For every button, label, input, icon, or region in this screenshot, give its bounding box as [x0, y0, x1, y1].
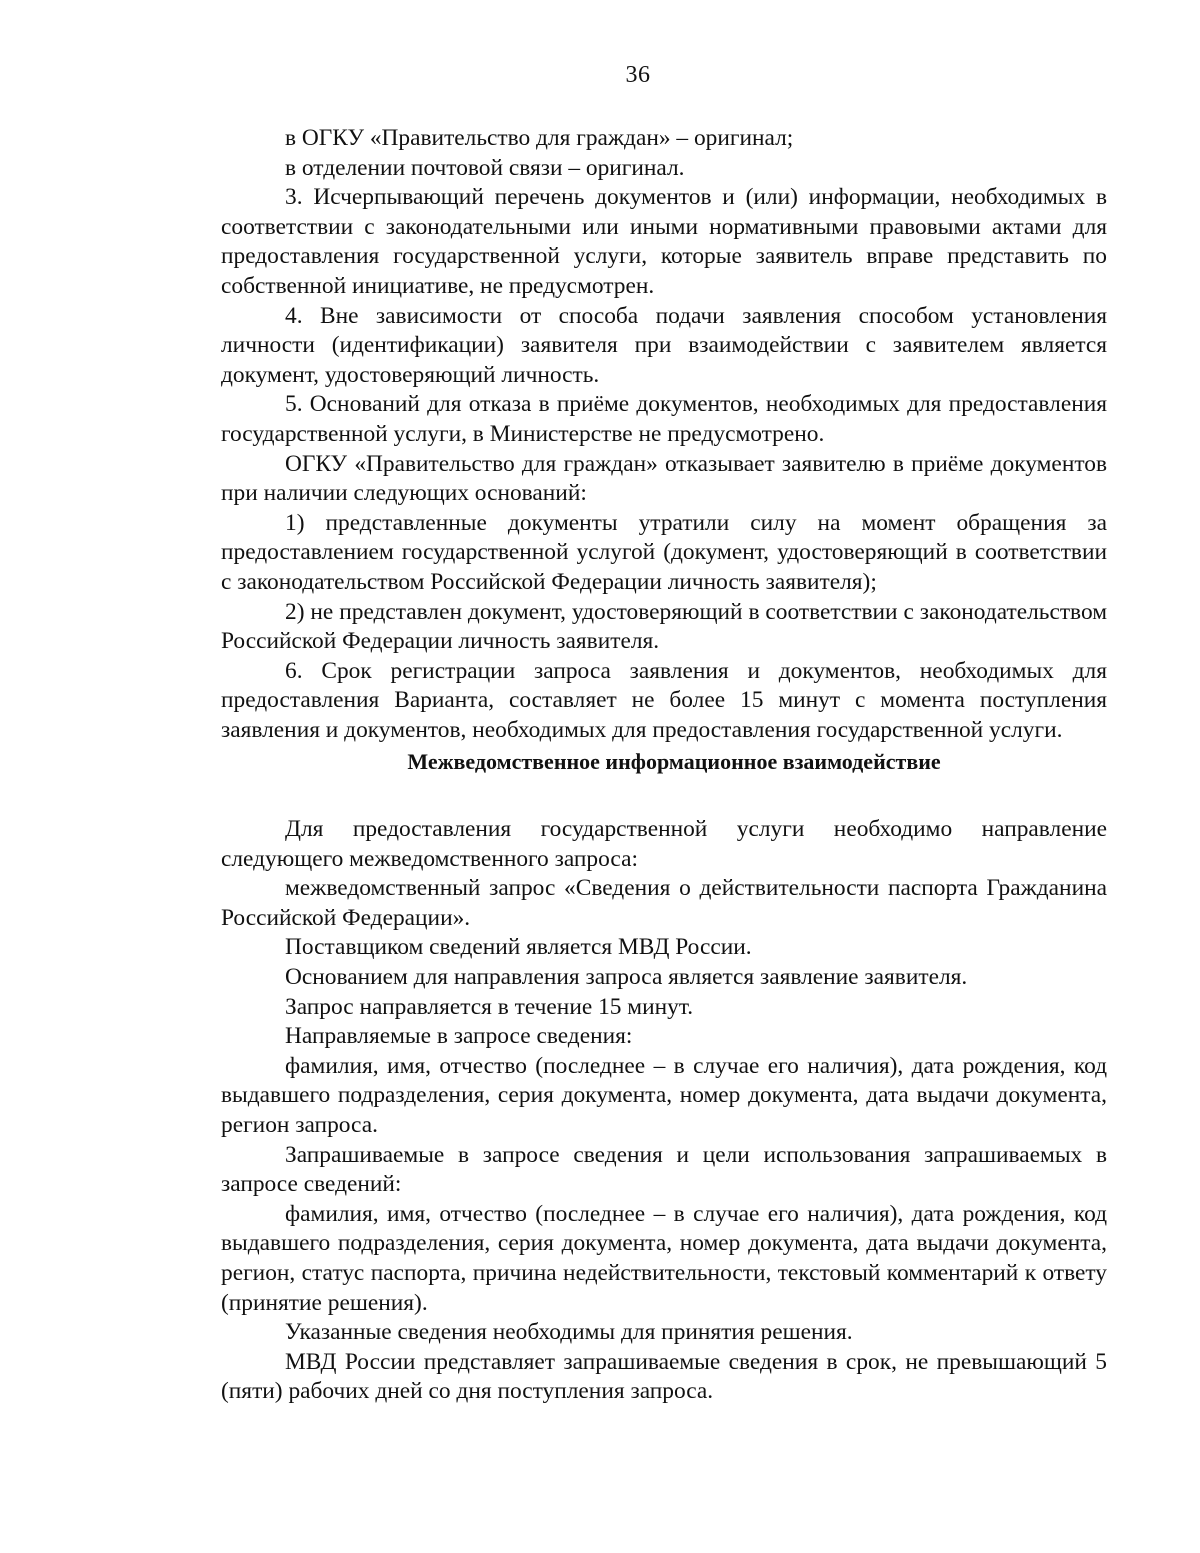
paragraph: Запрашиваемые в запросе сведения и цели использования запрашиваемых в запросе сведений: — [221, 1141, 1107, 1198]
paragraph: Указанные сведения необходимы для принятия решения. — [285, 1319, 853, 1346]
paragraph: 3. Исчерпывающий перечень документов и (или) информации, необходимых в соответствии с законодательными или иными нормативными правовыми актами для предоставления государственной услуги, которые заявитель вправе представить по собственной инициативе, не предусмотрен. — [221, 184, 1107, 299]
paragraph: МВД России представляет запрашиваемые сведения в срок, не превышающий 5 (пяти) рабочих дней со дня поступления запроса. — [221, 1348, 1107, 1405]
document-body — [221, 124, 1107, 1407]
paragraph: Направляемые в запросе сведения: — [285, 1023, 633, 1050]
paragraph: 4. Вне зависимости от способа подачи заявления способом установления личности (идентификации) заявителя при взаимодействии с заявителем является документ, удостоверяющий личность. — [221, 302, 1107, 388]
paragraph: 2) не представлен документ, удостоверяющий в соответствии с законодательством Российской Федерации личность заявителя. — [221, 598, 1107, 655]
paragraph: 5. Оснований для отказа в приёме документов, необходимых для предоставления государственной услуги, в Министерстве не предусмотрено. — [221, 391, 1107, 447]
paragraph: Запрос направляется в течение 15 минут. — [285, 993, 694, 1020]
paragraph: Основанием для направления запроса является заявление заявителя. — [285, 964, 968, 991]
paragraph: ОГКУ «Правительство для граждан» отказывает заявителю в приёме документов при наличии следующих оснований: — [221, 450, 1107, 507]
paragraph: Поставщиком сведений является МВД России. — [285, 934, 752, 961]
paragraph: межведомственный запрос «Сведения о действительности паспорта Гражданина Российской Федерации». — [221, 875, 1107, 931]
paragraph: фамилия, имя, отчество (последнее – в случае его наличия), дата рождения, код выдавшего подразделения, серия документа, номер документа, дата выдачи документа, регион, статус паспорта, причина недействительности, текстовый комментарий к ответу (принятие решения). — [221, 1200, 1107, 1316]
paragraph: 1) представленные документы утратили силу на момент обращения за предоставлением государственной услугой (документ, удостоверяющий в соответствии с законодательством Российской Федерации личность заявителя); — [221, 509, 1107, 595]
section-heading: Межведомственное информационное взаимодействие — [407, 749, 941, 775]
paragraph: фамилия, имя, отчество (последнее – в случае его наличия), дата рождения, код выдавшего подразделения, серия документа, номер документа, дата выдачи документа, регион запроса. — [221, 1052, 1107, 1138]
paragraph: в ОГКУ «Правительство для граждан» – оригинал; — [285, 125, 794, 151]
paragraph: Для предоставления государственной услуги необходимо направление следующего межведомственного запроса: — [221, 816, 1107, 872]
paragraph: 6. Срок регистрации запроса заявления и документов, необходимых для предоставления Варианта, составляет не более 15 минут с момента поступления заявления и документов, необходимых для предоставления государственной услуги. — [221, 657, 1107, 743]
page-number: 36 — [625, 62, 651, 88]
paragraph: в отделении почтовой связи – оригинал. — [285, 154, 685, 181]
